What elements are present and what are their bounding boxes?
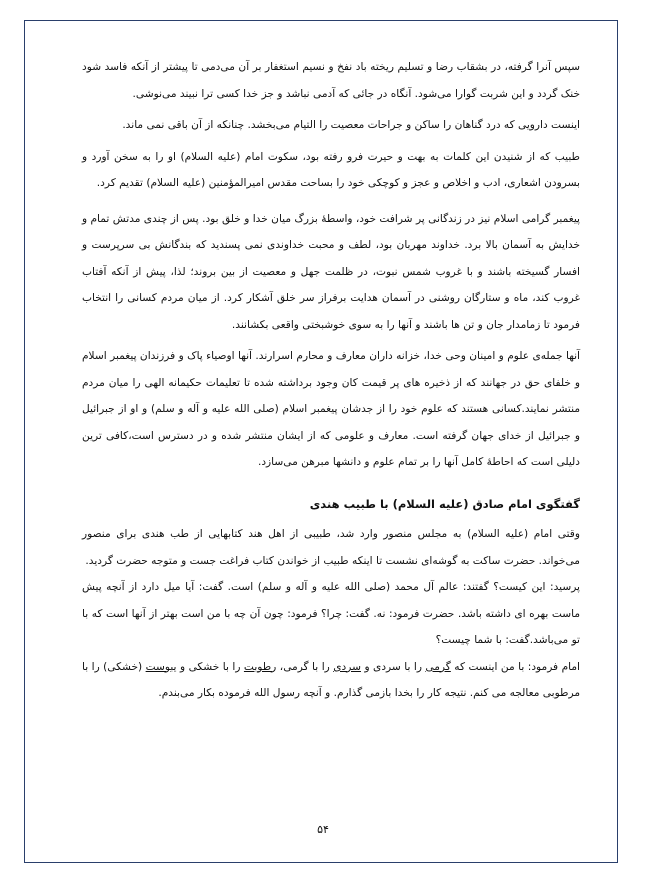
section-paragraph-2: پرسید: این کیست؟ گفتند: عالم آل محمد (صلی الله علیه و آله و سلم) است. گفت: آیا میل دارد از آنچه پیش ماست بهره ای داشته باشد. حضرت فرمود: نه. گفت: چرا؟ فرمود: چون آن چه با من است بهتر از آنها است که با تو می‌باشد.گفت: با شما چیست؟	[82, 581, 580, 646]
text-run: (خشکی) را با مرطوبی معالجه می کنم. نتیجه کار را بخدا بازمی گذارم. و آنچه رسول الله فرموده بکار می‌بندم.	[82, 660, 580, 699]
page-number: ۵۴	[317, 823, 329, 836]
section-paragraph-3	[82, 654, 580, 707]
paragraph-2: اینست دارویی که درد گناهان را ساکن و جراحات معصیت را التیام می‌بخشد. چنانکه از آن باقی نمی ماند.	[122, 119, 580, 131]
section-paragraph-1: وقتی امام (علیه السلام) به مجلس منصور وارد شد، طبیبی از اهل هند کتابهایی از طب هندی برای منصور می‌خواند. حضرت ساکت به گوشه‌ای نشست تا اینکه طبیب از خواندن کتاب فراغت جست و متوجه حضرت گردید.	[82, 528, 580, 567]
underlined-word: رطوبت	[243, 660, 277, 673]
underlined-word: گرمی	[425, 660, 451, 673]
text-run: را با گرمی،	[276, 660, 334, 673]
underlined-word: یبوست	[145, 660, 177, 673]
paragraph-1: سپس آنرا گرفته، در بشقاب رضا و تسلیم ریخته باد نفخ و نسیم استغفار بر آن می‌دمی تا پیشتر از آنکه فاسد شود خنک گردد و این شربت گوارا می‌شود. آنگاه در جائی که آدمی نباشد و جز خدا کسی ترا نبیند می‌نوشی.	[82, 61, 580, 100]
underlined-word: سردی	[333, 660, 361, 673]
section-heading: گفتگوی امام صادق (علیه السلام) با طبیب هندی	[309, 496, 580, 511]
text-run: امام فرمود: با من اینست که	[450, 660, 580, 673]
page-content	[82, 54, 580, 707]
text-run: را با خشکی و	[176, 660, 244, 673]
paragraph-4: پیغمبر گرامی اسلام نیز در زندگانی پر شرافت خود، واسطهٔ بزرگ میان خدا و خلق بود. پس از چندی مدتش تمام و خدایش به آسمان بالا برد. خداوند مهربان بود، لطف و محبت خداوندی نمی پسندید که بندگانش بی سرپرست و افسار گسیخته باشند و با غروب شمس نبوت، در ظلمت جهل و معصیت از بین بروند؛ لذا، پیش از آنکه آفتاب غروب کند، ماه و ستارگان روشنی در آسمان هدایت برفراز سر خلق آشکار کرد. از میان مردم کسانی را انتخاب فرمود تا زمامدار جان و تن ها باشند و آنها را به سوی خوشبختی واقعی بکشانند.	[82, 212, 580, 331]
text-run: را با سردی و	[360, 660, 426, 673]
paragraph-3: طبیب که از شنیدن این کلمات به بهت و حیرت فرو رفته بود، سکوت امام (علیه السلام) او را به سخن آورد و بسرودن اشعاری، ادب و اخلاص و عجز و کوچکی خود را بساحت مقدس امیرالمؤمنین (علیه السلام) تقدیم کرد.	[82, 150, 580, 189]
paragraph-5: آنها جمله‌ی علوم و امینان وحی خدا، خزانه داران معارف و محارم اسرارند. آنها اوصیاء پاک و فرزندان پیغمبر اسلام و خلفای حق در جهانند که از ذخیره های پر قیمت کان وجود برداشته شده تا تعلیمات حکیمانه الهی را میان مردم منتشر نمایند.کسانی هستند که علوم خود را از جدشان پیغمبر اسلام (صلی الله علیه و آله و سلم) و او از جبرائیل و جبرائیل از خدای جهان گرفته است. معارف و علومی که از ایشان منتشر شده و در دسترس است،کافی ترین دلیلی است که احاطهٔ کامل آنها را بر تمام علوم و دانشها مبرهن می‌سازد.	[82, 350, 580, 468]
